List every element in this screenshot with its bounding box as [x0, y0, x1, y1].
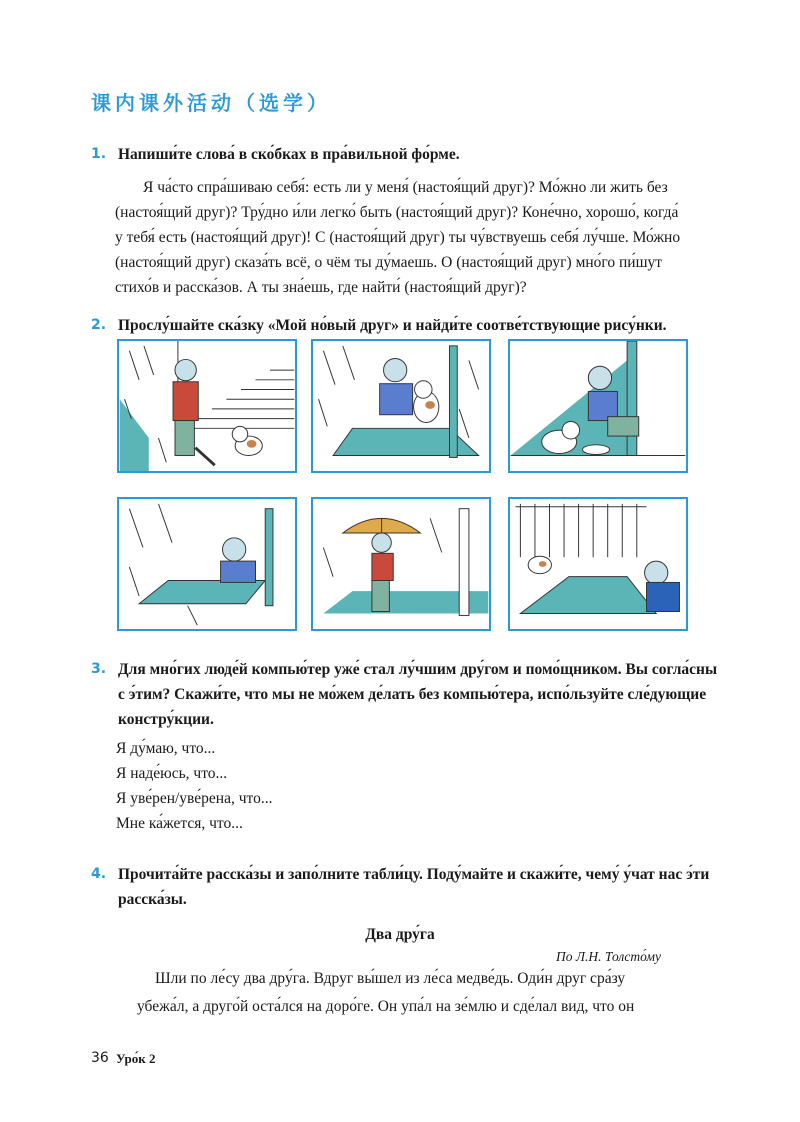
phrase-item: Мне ка́жется, что...	[116, 815, 243, 832]
exercise-1-line: (настоя́щий друг)? Тру́дно и́ли легко́ быть (настоя́щий друг)? Коне́чно, хорошо́, когда́	[115, 204, 679, 221]
exercise-1-instruction: Напиши́те слова́ в ско́бках в пра́вильной фо́рме.	[118, 146, 460, 163]
lesson-label: Уро́к 2	[116, 1051, 156, 1066]
exercise-1-line: у тебя́ есть (настоя́щий друг)! С (настоя́щий друг) ты чу́вствуешь себя́ лу́чше. Мо́жно	[115, 229, 681, 246]
exercise-3-instruction-line: констру́кции.	[118, 711, 214, 728]
exercise-1-line: Я ча́сто спра́шиваю себя́: есть ли у меня́ (настоя́щий друг)? Мо́жно ли жить без	[143, 179, 668, 196]
illustration-6-image	[510, 499, 686, 629]
exercise-1-line: (настоя́щий друг) сказа́ть всё, о чём ты ду́маешь. О (настоя́щий друг) мно́го пи́шут	[115, 254, 663, 271]
exercise-3-instruction-line: с э́тим? Скажи́те, что мы не мо́жем де́лать без компью́тера, испо́льзуйте сле́дующие	[118, 686, 707, 703]
exercise-1-text	[115, 175, 705, 300]
exercise-2-instruction: Прослу́шайте ска́зку «Мой но́вый друг» и найди́те соотве́тствующие рису́нки.	[118, 317, 667, 334]
exercise-4-instruction-line: Прочита́йте расска́зы и запо́лните табли́цу. Поду́майте и скажи́те, чему́ у́чат нас э́ти	[118, 866, 710, 883]
illustration-2-boy-with-puppy-at-door	[311, 339, 491, 473]
phrase-item: Я уве́рен/уве́рена, что...	[116, 790, 273, 807]
exercise-1-line: стихо́в и расска́зов. А ты зна́ешь, где найти́ (настоя́щий друг)?	[115, 279, 527, 296]
illustration-3-boy-feeding-puppy	[508, 339, 688, 473]
story-author: По Л.Н. Толсто́му	[556, 949, 661, 964]
illustration-5-image	[313, 499, 489, 629]
illustration-4-image	[119, 499, 295, 629]
illustration-6-boy-calls-puppy	[508, 497, 688, 631]
phrase-item: Я наде́юсь, что...	[116, 765, 228, 782]
story-title: Два дру́га	[365, 926, 435, 943]
exercise-2-number: 2.	[91, 317, 107, 333]
exercise-3-instruction-line: Для мно́гих люде́й компью́тер уже́ стал лу́чшим дру́гом и помо́щником. Вы согла́сны	[118, 661, 718, 678]
page-number: 36	[91, 1050, 109, 1066]
exercise-3-instruction	[118, 657, 718, 732]
exercise-4-instruction-line: расска́зы.	[118, 891, 187, 908]
phrase-item: Я ду́маю, что...	[116, 740, 216, 757]
illustration-2-image	[313, 341, 489, 471]
exercise-4-number: 4.	[91, 866, 107, 882]
illustration-3-image	[510, 341, 686, 471]
exercise-3-number: 3.	[91, 661, 107, 677]
section-title: 课内课外活动（选学）	[91, 91, 331, 115]
illustration-5-boy-with-umbrella	[311, 497, 491, 631]
exercise-1-number: 1.	[91, 146, 107, 162]
story-line: убежа́л, а друго́й оста́лся на доро́ге. Он упа́л на зе́млю и сде́лал вид, что он	[137, 998, 635, 1015]
illustration-1-boy-meets-puppy-on-stairs	[117, 339, 297, 473]
exercise-4-instruction	[118, 862, 710, 912]
illustration-1-image	[119, 341, 295, 471]
illustration-4-boy-at-window	[117, 497, 297, 631]
story-line: Шли по ле́су два дру́га. Вдруг вы́шел из ле́са медве́дь. Оди́н друг сра́зу	[155, 970, 626, 987]
